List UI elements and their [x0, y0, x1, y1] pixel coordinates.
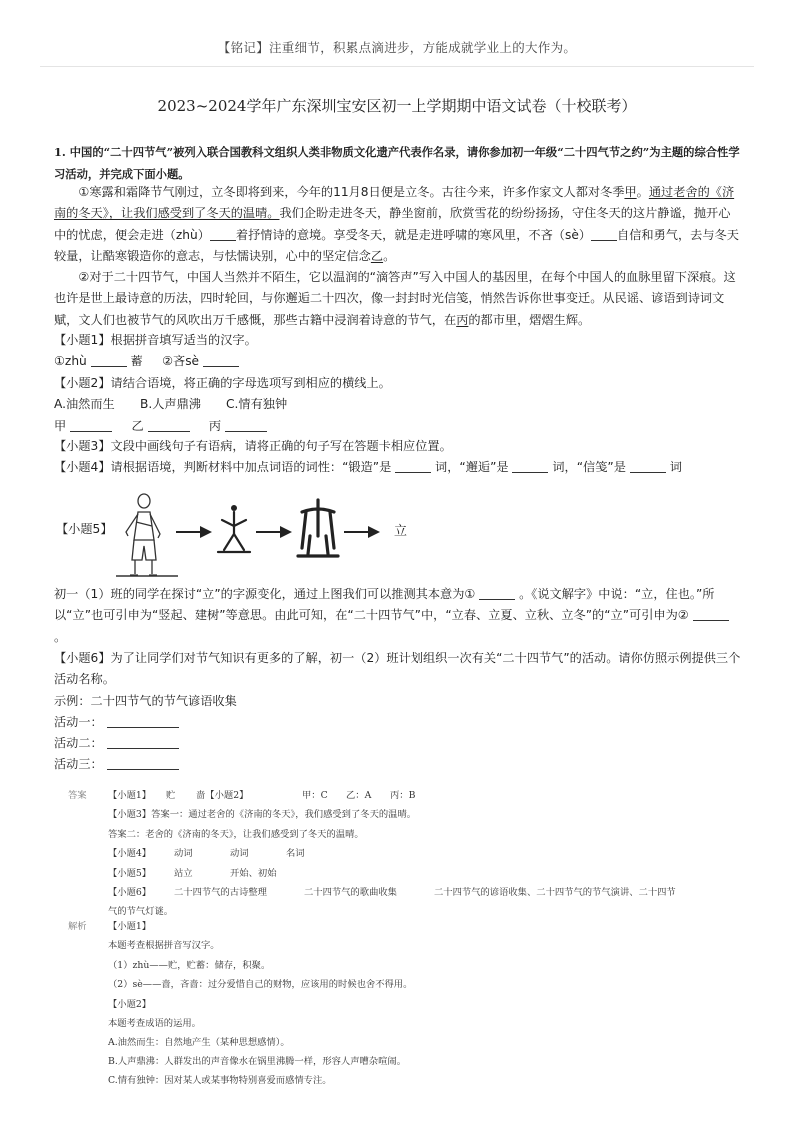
analysis-section [68, 918, 748, 1088]
question-stem-text: 中国的“二十四节气”被列入联合国教科文组织人类非物质文化遗产代表作名录，请你参加初一年级“二十四气节之约”为主题的综合性学习活动，并完成下面小题。 [54, 145, 740, 181]
standing-person-drawing [126, 494, 160, 575]
sub-question-2: 【小题2】请结合语境，将正确的字母选项写到相应的横线上。 A.油然而生 B.人声鼎沸 C.情有独钟 甲 乙 丙 [54, 376, 391, 433]
answer-row-2: 【小题3】答案一：通过老舍的《济南的冬天》，我们感受到了冬天的温晴。 [108, 809, 417, 820]
arrow-icon [344, 526, 380, 538]
oracle-bone-li-glyph [218, 505, 250, 552]
sub-question-4: 【小题4】请根据语境，判断材料中加点词语的词性：“锻造”是 词，“邂逅”是 词，“信笺”是 词 [54, 460, 682, 474]
answer-row-7: 气的节气灯谜。 [108, 906, 174, 917]
question-number: 1. [54, 145, 66, 159]
answer-row-6: 【小题6】 二十四节气的古诗整理 二十四节气的歌曲收集 二十四节气的谚语收集、二十四节气的节气演讲、二十四节 [108, 887, 676, 898]
analysis-line: 本题考查成语的运用。 [108, 1018, 201, 1029]
analysis-line: 【小题1】 [108, 921, 152, 932]
activity-2-field[interactable] [107, 735, 179, 749]
motto-banner: 【铭记】注重细节，积累点滴进步，方能成就学业上的大作为。 [217, 40, 577, 55]
sub-question-5: 初一（1）班的同学在探讨“立”的字源变化，通过上图我们可以推测其本意为① 。《说文解字》中说：“立，住也。”所以“立”也可引申为“竖起、建树”等意思。由此可知，在“二十四节气”中，“立春、立夏、立秋、立冬”的“立”可引申为② 。 [54, 584, 742, 648]
answer-field-bing[interactable] [225, 418, 267, 432]
answer-field-pos-1[interactable] [395, 459, 431, 473]
analysis-label: 解析 [68, 921, 87, 932]
blank-marker-bing: 丙 [456, 312, 469, 327]
exam-title: 2023~2024学年广东深圳宝安区初一上学期期中语文试卷（十校联考） [157, 97, 637, 115]
passage [54, 182, 742, 331]
sub-question-3: 【小题3】文段中画线句子有语病，请将正确的句子写在答题卡相应位置。 [54, 439, 452, 453]
analysis-line: （2）sè——啬，吝啬：过分爱惜自己的财物，应该用的时候也舍不得用。 [108, 979, 413, 990]
answer-label: 答案 [68, 790, 87, 801]
analysis-line: 【小题2】 [108, 999, 152, 1010]
answer-row-1: 【小题1】 贮 啬【小题2】 甲：C 乙：A 丙：B [108, 790, 416, 801]
answer-row-3: 答案二：老舍的《济南的冬天》，让我们感受到了冬天的温晴。 [108, 829, 364, 840]
question-stem [54, 141, 740, 185]
analysis-line: B.人声鼎沸：人群发出的声音像水在锅里沸腾一样，形容人声嘈杂喧闹。 [108, 1056, 406, 1067]
analysis-line: A.油然而生：自然地产生（某种思想感情）。 [108, 1037, 290, 1048]
analysis-line: （1）zhù——贮，贮蓄：储存，积聚。 [108, 960, 271, 971]
activity-3-field[interactable] [107, 756, 179, 770]
answer-field-pos-2[interactable] [512, 459, 548, 473]
sub-question-1: 【小题1】根据拼音填写适当的汉字。 ①zhù 蓄 ②吝sè [54, 333, 257, 369]
answer-row-5: 【小题5】 站立 开始、初始 [108, 868, 277, 879]
header-divider [40, 66, 754, 67]
answer-row-4: 【小题4】 动词 动词 名词 [108, 848, 305, 859]
arrow-icon [256, 526, 292, 538]
modern-li-character: 立 [394, 524, 408, 539]
activity-1-field[interactable] [107, 714, 179, 728]
blank-marker-jia: 甲 [624, 185, 637, 199]
blank-marker-yi: 乙 [370, 248, 384, 263]
example-activity: 示例：二十四节气的节气谚语收集 [54, 693, 237, 708]
answer-section [68, 787, 748, 917]
bronze-li-glyph [298, 500, 338, 556]
pictograph-sequence [116, 488, 426, 583]
answer-field-meaning[interactable] [479, 586, 515, 600]
answer-field-yi[interactable] [148, 418, 190, 432]
analysis-line: C.情有独钟：因对某人或某事物特别喜爱而感情专注。 [108, 1075, 332, 1086]
analysis-line: 本题考查根据拼音写汉字。 [108, 940, 220, 951]
sub-question-6: 【小题6】为了让同学们对节气知识有更多的了解，初一（2）班计划组织一次有关“二十四节气”的活动。请你仿照示例提供三个活动名称。 示例：二十四节气的节气谚语收集 活动一： 活动二： 活动三： [54, 651, 741, 772]
answer-field-jia[interactable] [70, 418, 112, 432]
answer-field-extended-meaning[interactable] [693, 607, 729, 621]
answer-field-pos-3[interactable] [630, 459, 666, 473]
sentence-with-error: 通过老舍的《济南的冬天》，让我们感受到了冬天的温晴。 [54, 185, 735, 221]
answer-field-se[interactable] [203, 353, 239, 367]
sub-question-5-label: 【小题5】 [56, 522, 113, 536]
passage-paragraph-1: ①寒露和霜降节气刚过，立冬即将到来，今年的11月8日便是立冬。古往今来，许多作家文人都对冬季甲。通过老舍的《济南的冬天》，让我们感受到了冬天的温晴。我们企盼走进冬天，静坐窗前，欣赏雪花的纷纷扬扬，守住冬天的这片静谧，抛开心中的忧虑，便会走进（zhù） 着抒情诗的意境。享受冬天，就是走进呼啸的寒风里，不吝（sè） 自信和勇气，去与冬天较量，让酷寒锻造你的意志，与怯懦诀别，心中的坚定信念乙。 [54, 185, 739, 263]
answer-field-zhu[interactable] [91, 353, 127, 367]
li-character-evolution-figure [54, 488, 454, 583]
passage-paragraph-2: ②对于二十四节气，中国人当然并不陌生，它以温润的“滴答声”写入中国人的基因里，在每个中国人的血脉里留下深痕。这也许是世上最诗意的历法，四时轮回，与你邂逅二十四次，像一封封时光信笺，悄然告诉你世事变迁。从民谣、谚语到诗词文赋，文人们也被节气的风吹出万千感慨，那些古籍中浸润着诗意的节气，在丙的都市里，熠熠生辉。 [54, 270, 736, 327]
arrow-icon [176, 526, 212, 538]
